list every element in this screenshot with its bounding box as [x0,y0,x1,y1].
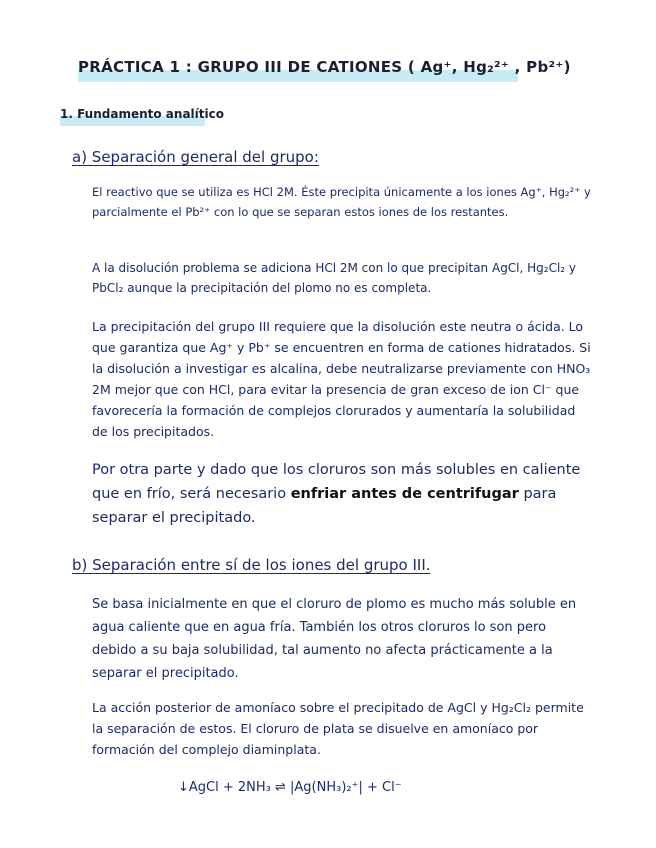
paragraph-3: La precipitación del grupo III requiere que la disolución este neutra o ácida. Lo que garantiza que Ag⁺ y Pb⁺ se encuentren en forma de cationes hidratados. Si la disolución a investigar es alcalina, debe neutralizarse previamente con HNO₃ 2M mejor que con HCl, para evitar la presencia de gran exceso de ion Cl⁻ que favorecería la formación de complejos clorurados y aumentaría la solubilidad de los precipitados. [92,319,591,439]
paragraph-1: El reactivo que se utiliza es HCl 2M. Éste precipita únicamente a los iones Ag⁺, Hg₂²⁺ y parcialmente el Pb²⁺ con lo que se separan estos iones de los restantes. [92,185,591,219]
chemical-equation: ↓AgCl + 2NH₃ ⇌ |Ag(NH₃)₂⁺| + Cl⁻ [178,780,402,795]
subsection-b-heading: b) Separación entre sí de los iones del grupo III. [72,556,431,574]
paragraph-5: Se basa inicialmente en que el cloruro de plomo es mucho más soluble en agua caliente que en agua fría. También los otros cloruros lo son pero debido a su baja solubilidad, tal aumento no afecta prácticamente a la separar el precipitado. [92,597,577,681]
paragraph-4-emphasis: enfriar antes de centrifugar [290,486,519,502]
paragraph-6: La acción posterior de amoníaco sobre el precipitado de AgCl y Hg₂Cl₂ permite la separación de estos. El cloruro de plata se disuelve en amoníaco por formación del complejo diaminplata. [92,700,584,757]
section-heading: 1. Fundamento analítico [60,107,224,121]
subsection-a-heading: a) Separación general del grupo: [72,148,319,166]
paragraph-4-end: para separar el precipitado. [92,486,557,526]
page-title: PRÁCTICA 1 : GRUPO III DE CATIONES ( Ag⁺, Hg₂²⁺ , Pb²⁺) [78,58,571,76]
paragraph-2: A la disolución problema se adiciona HCl 2M con lo que precipitan AgCl, Hg₂Cl₂ y PbCl₂ aunque la precipitación del plomo no es completa. [92,261,577,295]
paragraph-4-start: Por otra parte y dado que los cloruros son más solubles en caliente que en frío, será necesario [92,462,581,502]
paragraph-4 [92,458,592,530]
